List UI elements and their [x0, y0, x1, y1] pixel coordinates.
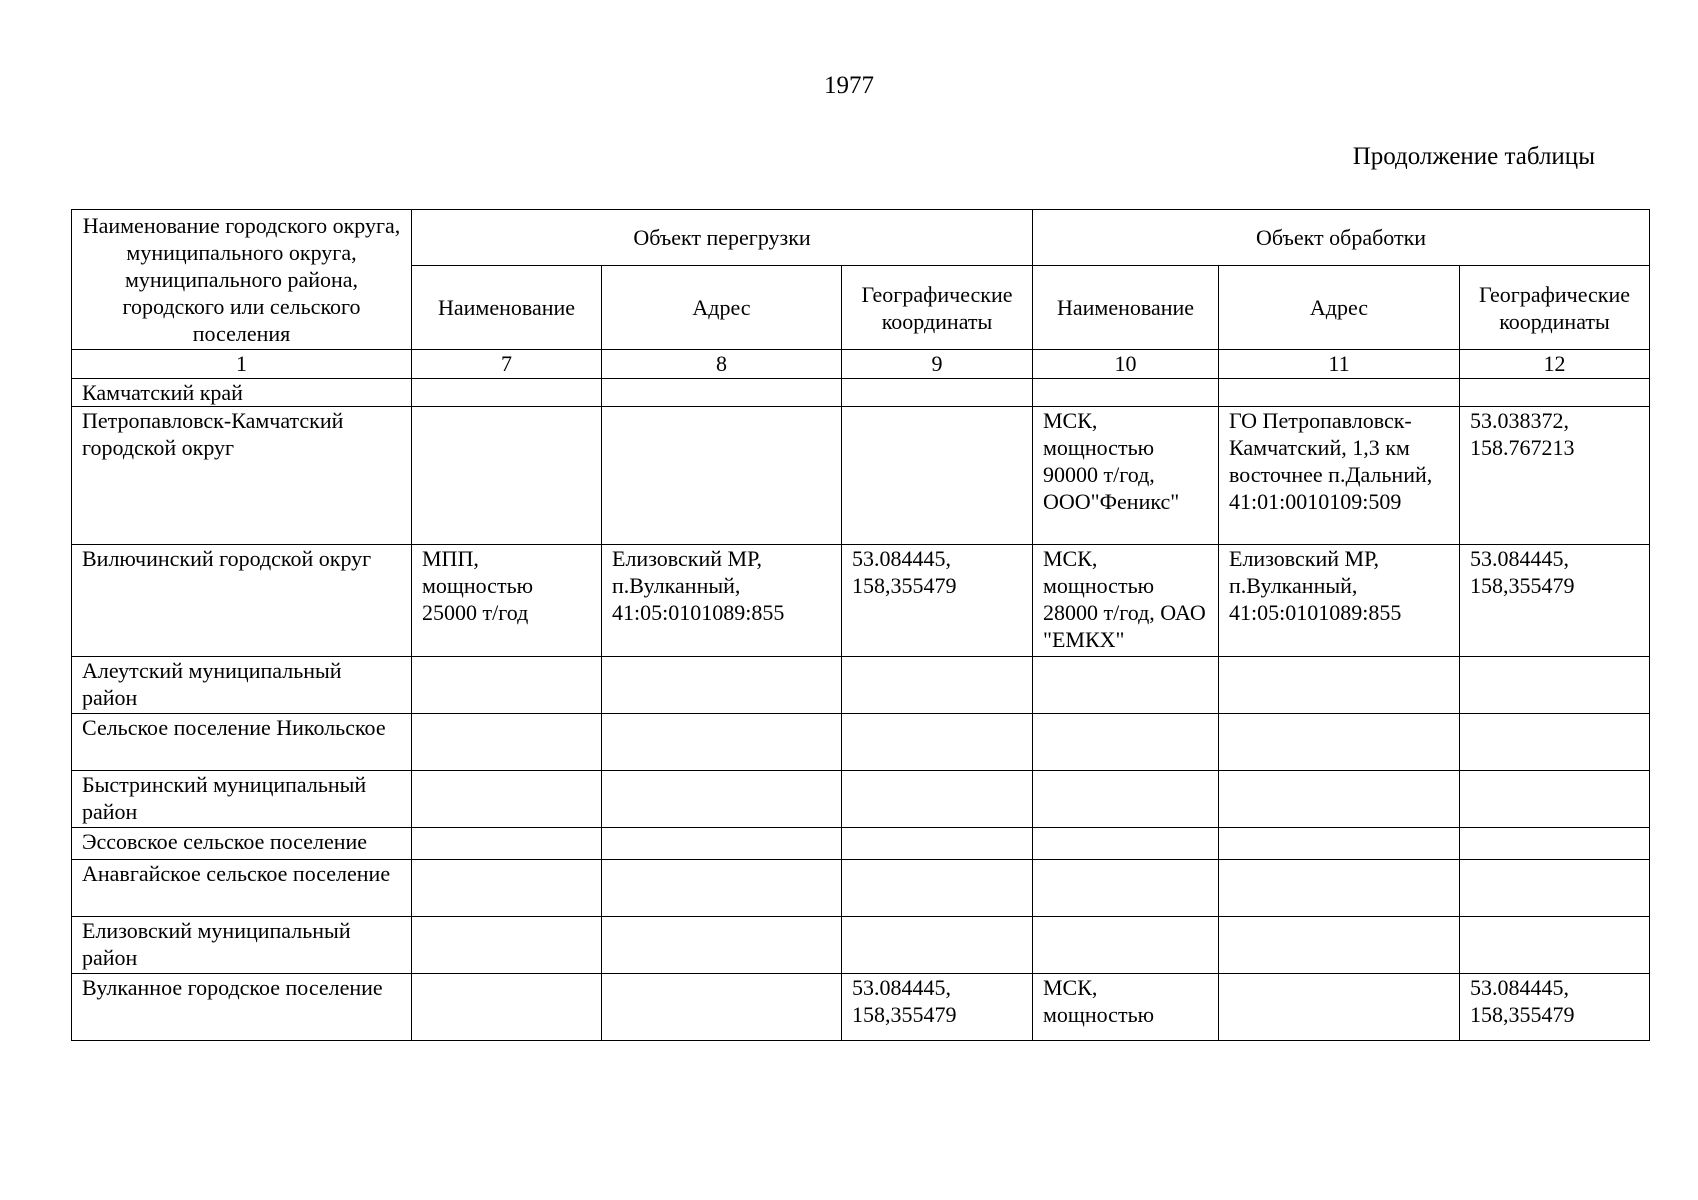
table-cell: Елизовский МР, п.Вулканный, 41:05:0101089:855: [1219, 545, 1460, 657]
header-transfer-coordinates: Географические координаты: [842, 266, 1033, 350]
column-number: 11: [1219, 350, 1460, 379]
column-number: 7: [412, 350, 602, 379]
table-cell: Эссовское сельское поселение: [72, 828, 412, 860]
header-processing-object: Объект обработки: [1033, 210, 1650, 266]
table-cell: [412, 860, 602, 917]
table-row: [72, 714, 1650, 771]
table-row: [72, 860, 1650, 917]
table-row: [72, 974, 1650, 1041]
table-row: [72, 657, 1650, 714]
table-cell: [1460, 714, 1650, 771]
table-cell: МСК, мощностью 28000 т/год, ОАО "ЕМКХ": [1033, 545, 1219, 657]
table-cell: [842, 714, 1033, 771]
table-cell: 53.084445, 158,355479: [1460, 545, 1650, 657]
header-municipality: Наименование городского округа, муниципального округа, муниципального района, городского или сельского поселения: [72, 210, 412, 350]
table-cell: [412, 657, 602, 714]
table-cell: Алеутский муниципальный район: [72, 657, 412, 714]
table-cell: [1033, 714, 1219, 771]
continuation-label: Продолжение таблицы: [1352, 143, 1595, 170]
table-cell: Вилючинский городской округ: [72, 545, 412, 657]
table-row: [72, 545, 1650, 657]
table-cell: [1219, 828, 1460, 860]
table-cell: [842, 379, 1033, 407]
table-cell: [602, 974, 842, 1041]
table-row: [72, 379, 1650, 407]
table-cell: [1219, 974, 1460, 1041]
table-cell: [602, 828, 842, 860]
table-cell: [602, 917, 842, 974]
table-cell: 53.084445, 158,355479: [842, 974, 1033, 1041]
table-cell: [842, 860, 1033, 917]
table-cell: Елизовский МР, п.Вулканный, 41:05:0101089:855: [602, 545, 842, 657]
column-number: 10: [1033, 350, 1219, 379]
table-cell: [602, 860, 842, 917]
table-cell: [1219, 657, 1460, 714]
table-cell: [1460, 771, 1650, 828]
table-cell: [602, 407, 842, 545]
header-transfer-address: Адрес: [602, 266, 842, 350]
table-cell: МСК, мощностью: [1033, 974, 1219, 1041]
table-cell: [412, 974, 602, 1041]
table-cell: [1460, 917, 1650, 974]
table-cell: МСК, мощностью 90000 т/год, ООО"Феникс": [1033, 407, 1219, 545]
table-row: [72, 771, 1650, 828]
table-cell: [842, 771, 1033, 828]
table-cell: [412, 714, 602, 771]
table-cell: ГО Петропавловск-Камчатский, 1,3 км восточнее п.Дальний, 41:01:0010109:509: [1219, 407, 1460, 545]
table-cell: [602, 714, 842, 771]
table-cell: [1033, 771, 1219, 828]
table-cell: [842, 917, 1033, 974]
table-cell: [1033, 917, 1219, 974]
table-cell: [842, 828, 1033, 860]
table-cell: Петропавловск-Камчатский городской округ: [72, 407, 412, 545]
table-cell: [1219, 917, 1460, 974]
table-cell: [412, 771, 602, 828]
table-row: [72, 917, 1650, 974]
table-cell: [842, 657, 1033, 714]
table-cell: [1460, 657, 1650, 714]
column-number: 12: [1460, 350, 1650, 379]
table-cell: [412, 828, 602, 860]
table-cell: [1219, 379, 1460, 407]
table-cell: [412, 379, 602, 407]
table-cell: [602, 771, 842, 828]
table-cell: Анавгайское сельское поселение: [72, 860, 412, 917]
data-table: [71, 209, 1650, 1041]
column-number-row: [72, 350, 1650, 379]
table-cell: Быстринский муниципальный район: [72, 771, 412, 828]
table-cell: [1219, 860, 1460, 917]
table-cell: [1460, 860, 1650, 917]
header-transfer-object: Объект перегрузки: [412, 210, 1033, 266]
table-cell: 53.084445, 158,355479: [842, 545, 1033, 657]
table-cell: [1033, 379, 1219, 407]
table-cell: [1033, 860, 1219, 917]
table-cell: Камчатский край: [72, 379, 412, 407]
table-cell: [602, 657, 842, 714]
table-cell: 53.038372, 158.767213: [1460, 407, 1650, 545]
table-cell: 53.084445, 158,355479: [1460, 974, 1650, 1041]
header-processing-coordinates: Географические координаты: [1460, 266, 1650, 350]
header-processing-address: Адрес: [1219, 266, 1460, 350]
table-cell: Елизовский муниципальный район: [72, 917, 412, 974]
header-transfer-name: Наименование: [412, 266, 602, 350]
table-cell: [1460, 828, 1650, 860]
table-cell: МПП, мощностью 25000 т/год: [412, 545, 602, 657]
table-cell: [412, 917, 602, 974]
table-cell: [1033, 828, 1219, 860]
table-cell: [1219, 714, 1460, 771]
column-number: 9: [842, 350, 1033, 379]
table-cell: [412, 407, 602, 545]
header-processing-name: Наименование: [1033, 266, 1219, 350]
table-cell: [1219, 771, 1460, 828]
table-cell: Вулканное городское поселение: [72, 974, 412, 1041]
table-row: [72, 407, 1650, 545]
table-cell: [842, 407, 1033, 545]
page-number: 1977: [824, 72, 874, 99]
table-cell: Сельское поселение Никольское: [72, 714, 412, 771]
column-number: 8: [602, 350, 842, 379]
table-cell: [602, 379, 842, 407]
column-number: 1: [72, 350, 412, 379]
table-cell: [1460, 379, 1650, 407]
table-cell: [1033, 657, 1219, 714]
table-row: [72, 828, 1650, 860]
